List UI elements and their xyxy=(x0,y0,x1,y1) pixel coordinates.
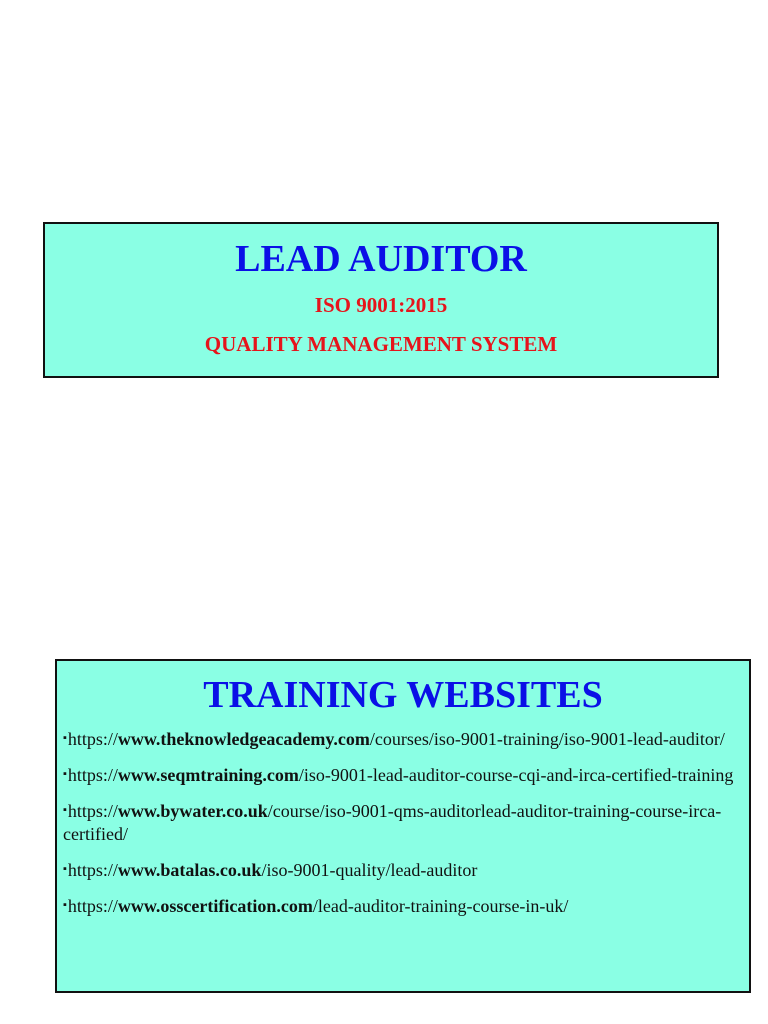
link-path: /courses/iso-9001-training/iso-9001-lead-auditor/ xyxy=(369,729,725,749)
subtitle-label: QUALITY MANAGEMENT SYSTEM xyxy=(204,332,558,356)
link-item-theknowledgeacademy[interactable] xyxy=(63,727,741,751)
link-list xyxy=(57,727,749,918)
link-prefix: https:// xyxy=(67,765,118,785)
bullet-icon: ▪ xyxy=(63,863,67,875)
bullet-icon: ▪ xyxy=(63,899,67,911)
link-domain: www.batalas.co.uk xyxy=(117,860,262,880)
link-domain: www.bywater.co.uk xyxy=(117,801,268,821)
bullet-icon: ▪ xyxy=(63,768,67,780)
page-title: LEAD AUDITOR xyxy=(235,238,527,280)
link-path: /iso-9001-quality/lead-auditor xyxy=(261,860,478,880)
link-path: /course/iso-9001-qms-auditorlead-auditor-training-course-irca-certified/ xyxy=(63,801,722,844)
training-websites-box xyxy=(55,659,751,993)
link-item-batalas[interactable] xyxy=(63,858,741,882)
link-path: /lead-auditor-training-course-in-uk/ xyxy=(312,896,569,916)
link-item-seqmtraining[interactable] xyxy=(63,763,741,787)
link-prefix: https:// xyxy=(67,860,118,880)
link-prefix: https:// xyxy=(67,801,118,821)
standard-label: ISO 9001:2015 xyxy=(314,293,448,317)
title-box xyxy=(43,222,719,378)
link-item-bywater[interactable] xyxy=(63,799,741,846)
link-domain: www.osscertification.com xyxy=(117,896,313,916)
link-domain: www.seqmtraining.com xyxy=(117,765,299,785)
training-websites-heading: TRAINING WEBSITES xyxy=(203,674,603,716)
bullet-icon: ▪ xyxy=(63,804,67,816)
link-item-osscertification[interactable] xyxy=(63,894,741,918)
link-path: /iso-9001-lead-auditor-course-cqi-and-irca-certified-training xyxy=(298,765,734,785)
bullet-icon: ▪ xyxy=(63,732,67,744)
link-prefix: https:// xyxy=(67,896,118,916)
link-prefix: https:// xyxy=(67,729,118,749)
link-domain: www.theknowledgeacademy.com xyxy=(117,729,370,749)
